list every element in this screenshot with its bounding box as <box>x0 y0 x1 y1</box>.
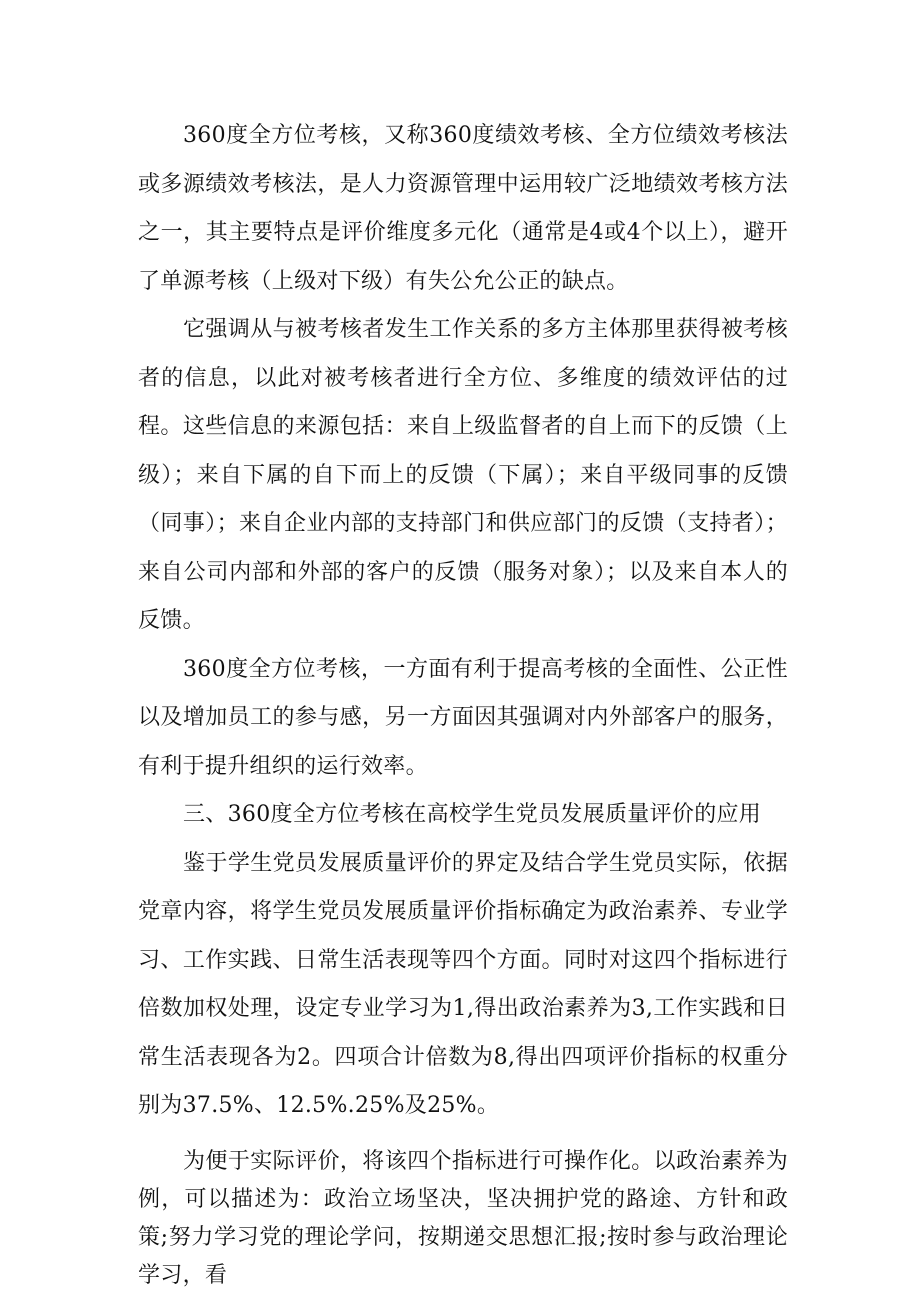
paragraph-operationalization: 为便于实际评价，将该四个指标进行可操作化。以政治素养为例，可以描述为：政治立场坚决，坚决拥护党的路途、方针和政策;努力学习党的理论学问，按期递交思想汇报;按时参与政治理论学习，看 <box>138 1148 788 1288</box>
paragraph-360-definition: 360度全方位考核，又称360度绩效考核、全方位绩效考核法或多源绩效考核法，是人力资源管理中运用较广泛地绩效考核方法之一，其主要特点是评价维度多元化（通常是4或4个以上），避开了单源考核（上级对下级）有失公允公正的缺点。 <box>138 123 788 294</box>
paragraph-evaluation-weights: 鉴于学生党员发展质量评价的界定及结合学生党员实际，依据党章内容，将学生党员发展质量评价指标确定为政治素养、专业学习、工作实践、日常生活表现等四个方面。同时对这四个指标进行倍数加权处理，设定专业学习为1,得出政治素养为3,工作实践和日常生活表现各为2。四项合计倍数为8,得出四项评价指标的权重分别为37.5%、12.5%.25%及25%。 <box>138 850 788 1118</box>
section-heading: 三、360度全方位考核在高校学生党员发展质量评价的应用 <box>183 802 762 827</box>
document-body <box>138 112 788 1295</box>
paragraph-benefits: 360度全方位考核，一方面有利于提高考核的全面性、公正性以及增加员工的参与感，另一方面因其强调对内外部客户的服务，有利于提升组织的运行效率。 <box>138 656 788 779</box>
paragraph-feedback-sources: 它强调从与被考核者发生工作关系的多方主体那里获得被考核者的信息，以此对被考核者进行全方位、多维度的绩效评估的过程。这些信息的来源包括：来自上级监督者的自上而下的反馈（上级）；来自下属的自下而上的反馈（下属）；来自平级同事的反馈（同事）；来自企业内部的支持部门和供应部门的反馈（支持者）；来自公司内部和外部的客户的反馈（服务对象）；以及来自本人的反馈。 <box>138 317 788 633</box>
